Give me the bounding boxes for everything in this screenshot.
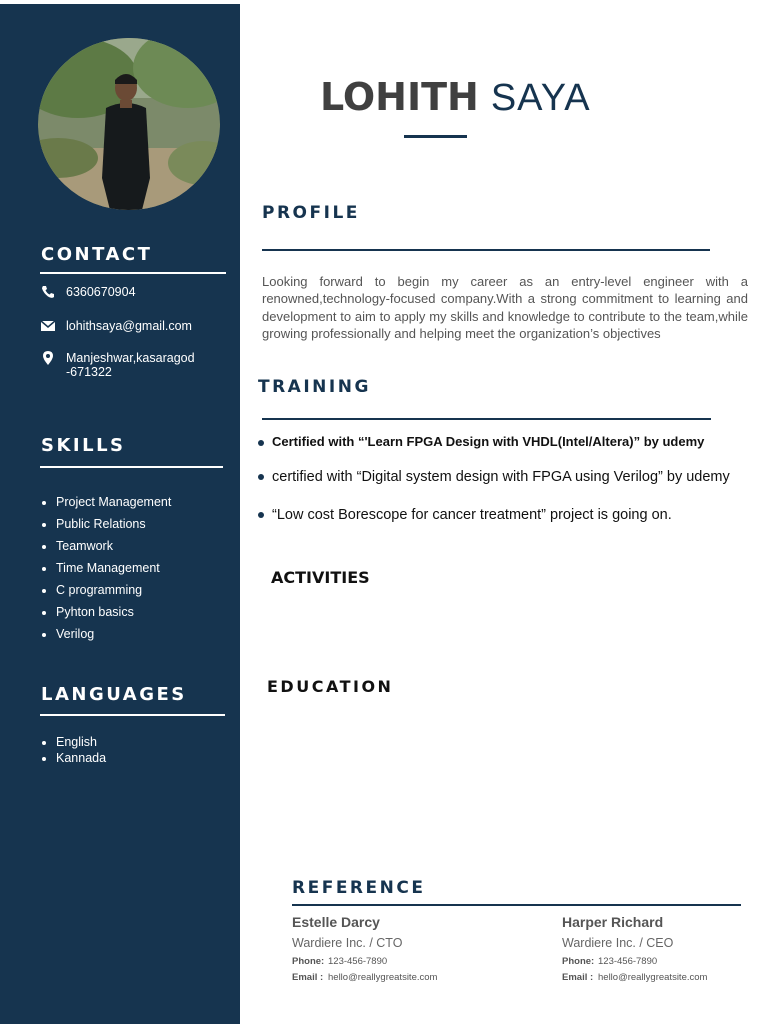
reference-role: Wardiere Inc. / CEO <box>562 936 674 950</box>
list-item: • Project Management <box>56 494 171 516</box>
reference-role: Wardiere Inc. / CTO <box>292 936 403 950</box>
reference-email: Email : hello@reallygreatsite.com <box>292 972 438 983</box>
activities-heading: ACTIVITIES <box>271 568 370 587</box>
page-title <box>320 74 591 121</box>
training-item: certified with “Digital system design with FPGA using Verilog” by udemy <box>258 469 730 485</box>
list-item: • Public Relations <box>56 516 171 538</box>
list-item: • English <box>56 734 106 750</box>
sidebar <box>0 4 240 1024</box>
profile-divider <box>262 249 710 251</box>
reference-name: Harper Richard <box>562 914 664 930</box>
training-divider <box>262 418 711 420</box>
bullet-icon <box>258 440 264 446</box>
reference-email: Email : hello@reallygreatsite.com <box>562 972 708 983</box>
reference-card <box>562 912 762 986</box>
reference-phone: Phone: 123-456-7890 <box>562 956 658 967</box>
contact-divider <box>40 272 226 274</box>
profile-photo <box>38 38 220 210</box>
list-item: • Time Management <box>56 560 171 582</box>
languages-heading: LANGUAGES <box>41 684 187 705</box>
first-name: LOHITH <box>320 75 479 119</box>
education-heading: EDUCATION <box>267 677 394 696</box>
name-underline <box>404 135 467 138</box>
last-name: SAYA <box>490 77 591 119</box>
training-item: “Low cost Borescope for cancer treatment” project is going on. <box>258 507 672 523</box>
reference-heading: REFERENCE <box>292 878 426 898</box>
email-icon <box>41 319 55 333</box>
skills-list <box>41 494 171 648</box>
reference-name: Estelle Darcy <box>292 914 380 930</box>
training-heading: TRAINING <box>258 377 371 397</box>
reference-card <box>292 912 492 986</box>
skills-heading: SKILLS <box>41 435 126 456</box>
languages-list <box>41 734 106 766</box>
phone-number: 6360670904 <box>66 285 136 299</box>
bullet-icon <box>258 474 264 480</box>
list-item: • Verilog <box>56 626 171 648</box>
location-pin-icon <box>41 351 55 365</box>
list-item: • Teamwork <box>56 538 171 560</box>
training-item: Certified with “'Learn FPGA Design with VHDL(Intel/Altera)” by udemy <box>258 434 704 449</box>
list-item: • C programming <box>56 582 171 604</box>
reference-divider <box>292 904 741 906</box>
bullet-icon <box>258 512 264 518</box>
skills-divider <box>40 466 223 468</box>
address-text: Manjeshwar,kasaragod -671322 <box>66 351 195 379</box>
email-address: lohithsaya@gmail.com <box>66 319 192 333</box>
list-item: • Kannada <box>56 750 106 766</box>
languages-divider <box>40 714 225 716</box>
profile-text: Looking forward to begin my career as an entry-level engineer with a renowned,technology-focused company.With a strong commitment to learning and development to aim to apply my skills and knowledge to contribute to the team,while growing professionally and helping meet the organization’s objectives <box>262 274 748 341</box>
contact-heading: CONTACT <box>41 244 153 265</box>
phone-icon <box>41 285 55 299</box>
reference-phone: Phone: 123-456-7890 <box>292 956 388 967</box>
list-item: • Pyhton basics <box>56 604 171 626</box>
profile-heading: PROFILE <box>262 203 360 223</box>
